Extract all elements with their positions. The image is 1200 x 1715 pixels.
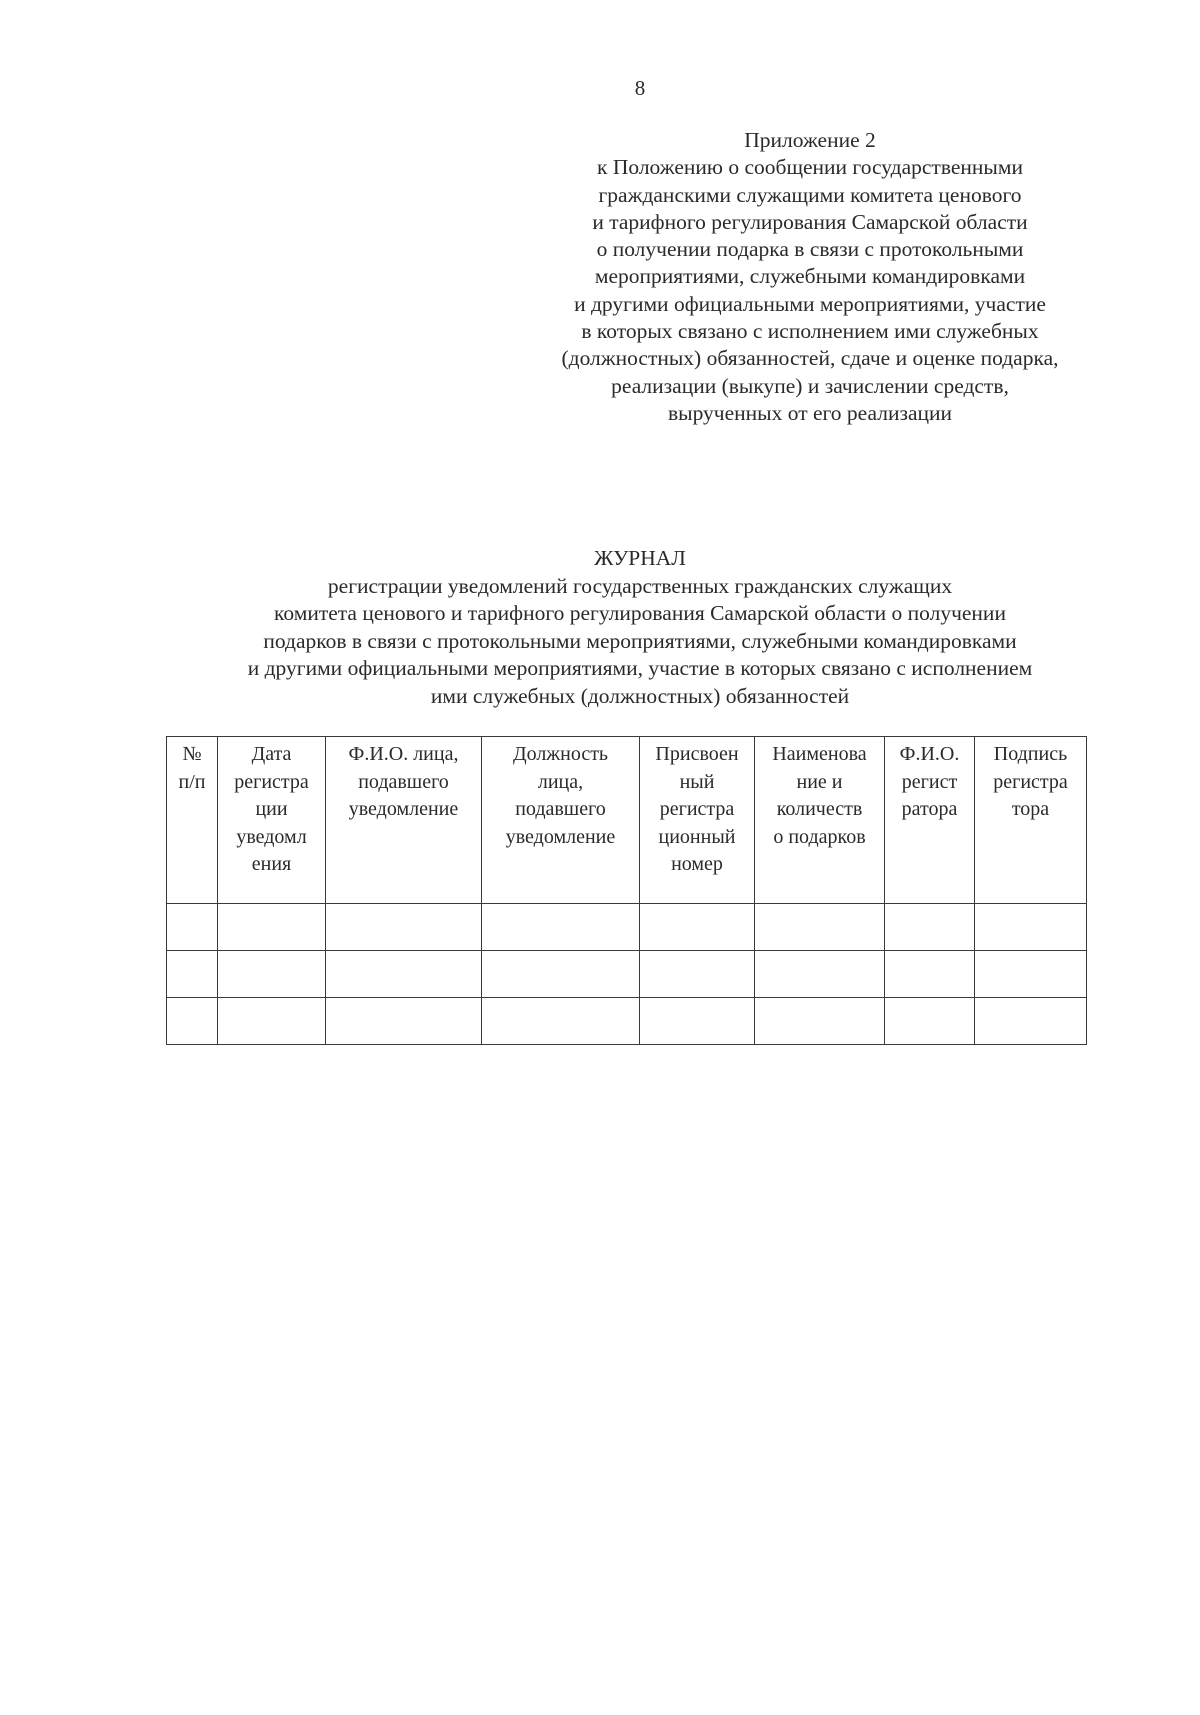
appendix-title: Приложение 2 xyxy=(744,128,876,152)
column-header-registrar-signature: Подпись регистра тора xyxy=(975,737,1087,904)
journal-subtitle-line: регистрации уведомлений государственных гражданских служащих xyxy=(327,573,953,598)
table-cell xyxy=(640,951,755,998)
table-cell xyxy=(975,951,1087,998)
table-cell xyxy=(218,904,326,951)
journal-title: ЖУРНАЛ xyxy=(594,546,686,570)
column-header-submitter-name: Ф.И.О. лица, подавшего уведомление xyxy=(326,737,482,904)
appendix-line: реализации (выкупе) и зачислении средств, xyxy=(611,373,1009,398)
table-cell xyxy=(167,998,218,1045)
appendix-line: гражданскими служащими комитета ценового xyxy=(598,182,1022,207)
column-header-submitter-position: Должность лица, подавшего уведомление xyxy=(482,737,640,904)
appendix-line: к Положению о сообщении государственными xyxy=(597,155,1023,180)
table-row xyxy=(167,998,1087,1045)
page-number: 8 xyxy=(634,76,646,100)
column-header-gift-name-quantity: Наименова ние и количеств о подарков xyxy=(755,737,885,904)
table-cell xyxy=(482,904,640,951)
appendix-line: вырученных от его реализации xyxy=(667,400,952,425)
appendix-line: в которых связано с исполнением ими служебных xyxy=(581,319,1039,344)
journal-heading xyxy=(180,545,1100,711)
appendix-line: (должностных) обязанностей, сдаче и оценке подарка, xyxy=(561,346,1059,371)
table-row xyxy=(167,904,1087,951)
appendix-line: и тарифного регулирования Самарской области xyxy=(592,209,1028,234)
table-cell xyxy=(640,998,755,1045)
table-cell xyxy=(482,951,640,998)
column-header-registration-number: Присвоен ный регистра ционный номер xyxy=(640,737,755,904)
appendix-block xyxy=(520,127,1100,427)
table-cell xyxy=(167,904,218,951)
appendix-line: мероприятиями, служебными командировками xyxy=(594,264,1026,289)
table-cell xyxy=(167,951,218,998)
table-cell xyxy=(755,904,885,951)
table-cell xyxy=(326,904,482,951)
column-header-registration-date: Дата регистра ции уведомл ения xyxy=(218,737,326,904)
journal-table xyxy=(166,736,1087,1045)
journal-subtitle-line: и другими официальными мероприятиями, участие в которых связано с исполнением xyxy=(247,656,1033,681)
journal-subtitle-line: подарков в связи с протокольными мероприятиями, служебными командировками xyxy=(263,628,1017,653)
table-row xyxy=(167,951,1087,998)
table-cell xyxy=(755,951,885,998)
journal-subtitle-line: ими служебных (должностных) обязанностей xyxy=(430,683,850,708)
journal-subtitle-line: комитета ценового и тарифного регулирования Самарской области о получении xyxy=(274,601,1006,626)
table-cell xyxy=(640,904,755,951)
table-cell xyxy=(218,998,326,1045)
table-cell xyxy=(326,998,482,1045)
column-header-number: № п/п xyxy=(167,737,218,904)
table-cell xyxy=(755,998,885,1045)
table-cell xyxy=(326,951,482,998)
table-cell xyxy=(885,998,975,1045)
table-cell xyxy=(975,998,1087,1045)
table-cell xyxy=(885,951,975,998)
appendix-line: и другими официальными мероприятиями, участие xyxy=(574,291,1046,316)
table-cell xyxy=(218,951,326,998)
table-header-row xyxy=(167,737,1087,904)
column-header-registrar-name: Ф.И.О. регист ратора xyxy=(885,737,975,904)
table-cell xyxy=(482,998,640,1045)
table-cell xyxy=(975,904,1087,951)
appendix-line: о получении подарка в связи с протокольными xyxy=(596,237,1024,262)
table-cell xyxy=(885,904,975,951)
